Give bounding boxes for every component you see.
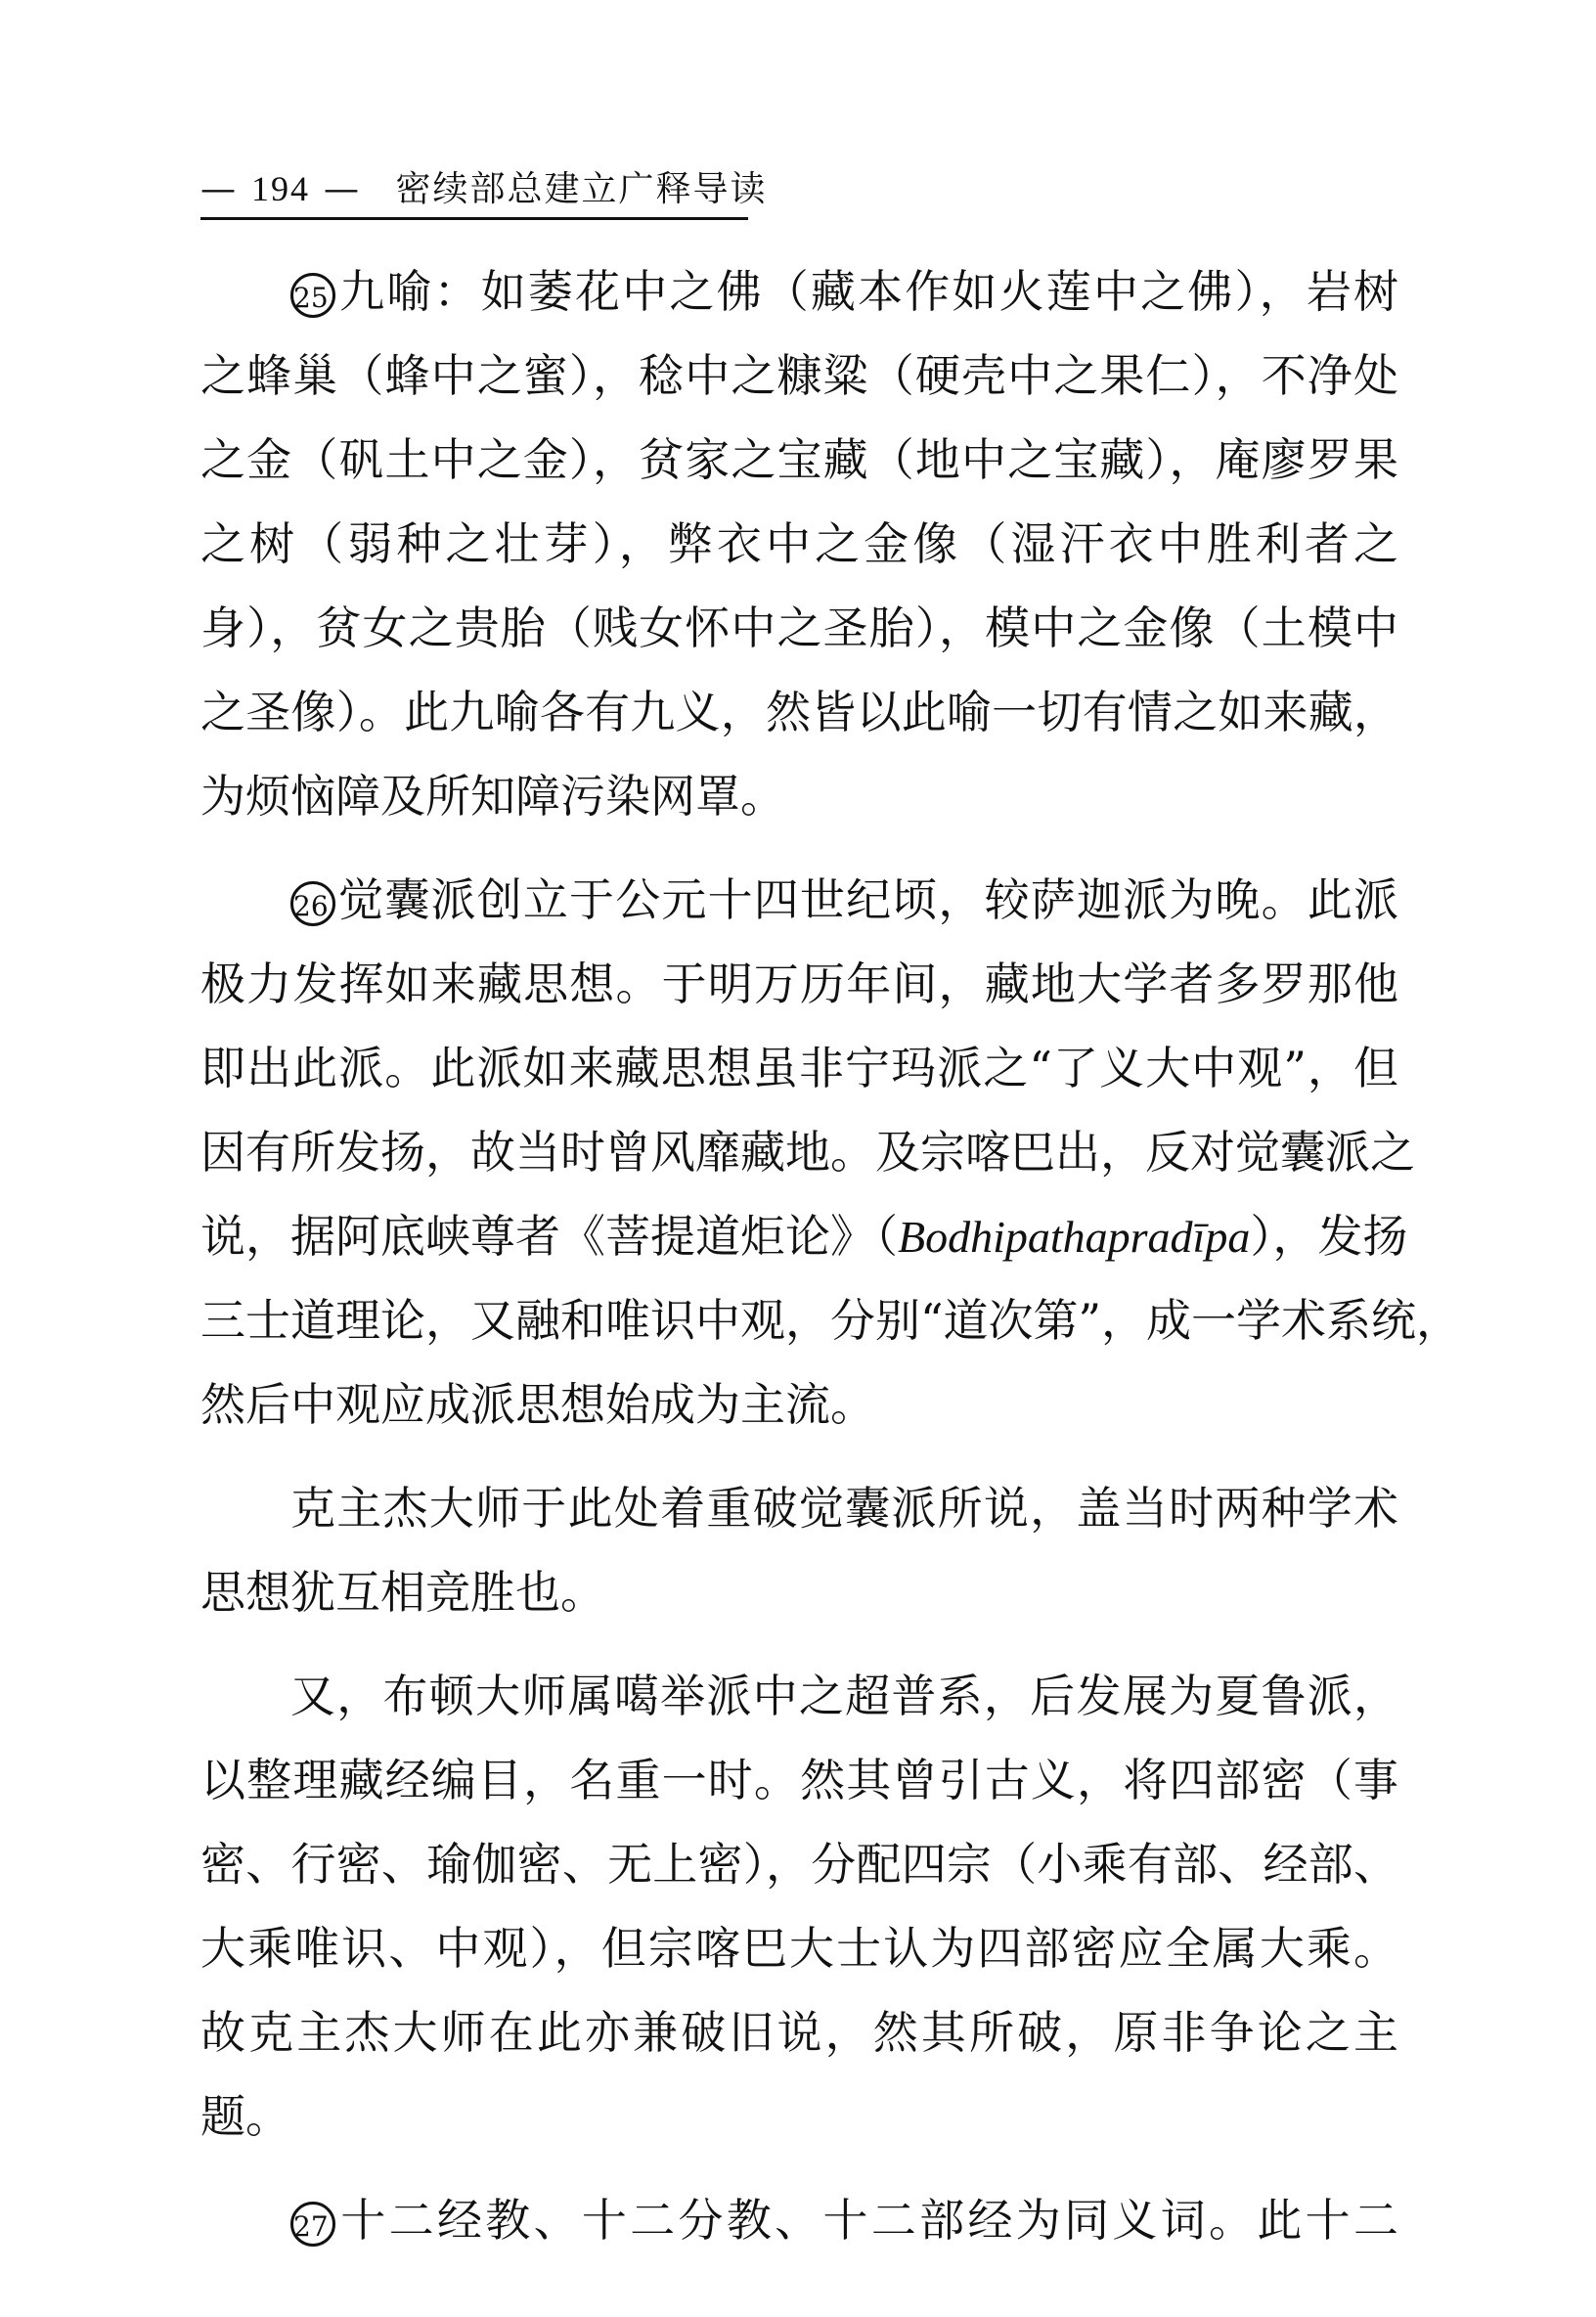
header-dash-right: — <box>324 169 361 209</box>
para-2-line-1: 又，布顿大师属噶举派中之超普系，后发展为夏鲁派， <box>290 1670 1398 1722</box>
note-26-line-7: 然后中观应成派思想始成为主流。 <box>200 1378 875 1431</box>
note-25-line-4: 之树（弱种之壮芽），弊衣中之金像（湿汗衣中胜利者之 <box>200 517 1398 570</box>
note-25-line-1: 25 九喻：如萎花中之佛（藏本作如火莲中之佛），岩树 <box>200 249 1398 334</box>
note-26-line-1: 26 觉囊派创立于公元十四世纪顷，较萨迦派为晚。此派 <box>200 858 1398 942</box>
header-dash-left: — <box>200 169 238 209</box>
note-26-line-3: 即出此派。此派如来藏思想虽非宁玛派之“了义大中观”，但 <box>200 1042 1398 1094</box>
note-25-line-5: 身），贫女之贵胎（贱女怀中之圣胎），模中之金像（土模中 <box>200 602 1398 654</box>
note-26-line-6: 三士道理论，又融和唯识中观，分别“道次第”，成一学术系统， <box>200 1294 1462 1347</box>
para-2-line-2: 以整理藏经编目，名重一时。然其曾引古义，将四部密（事 <box>200 1754 1398 1806</box>
note-25-line-7: 为烦恼障及所知障污染网罩。 <box>200 770 785 823</box>
note-marker-27: 27 <box>290 2202 335 2247</box>
para-1-line-2: 思想犹互相竞胜也。 <box>200 1566 605 1619</box>
note-26-line-4: 因有所发扬，故当时曾风靡藏地。及宗喀巴出，反对觉囊派之 <box>200 1126 1415 1179</box>
note-27-line-1: 27 十二经教、十二分教、十二部经为同义词。此十二 <box>200 2178 1398 2262</box>
note-25-line-6: 之圣像）。此九喻各有九义，然皆以此喻一切有情之如来藏， <box>200 686 1398 738</box>
para-2-line-5: 故克主杰大师在此亦兼破旧说，然其所破，原非争论之主 <box>200 2006 1398 2059</box>
note-marker-26: 26 <box>290 881 335 926</box>
note-marker-25: 25 <box>290 273 335 318</box>
latin-term: Bodhipathapradīpa <box>898 1212 1251 1262</box>
running-head <box>200 161 768 220</box>
note-26-line-2: 极力发挥如来藏思想。于明万历年间，藏地大学者多罗那他 <box>200 958 1398 1010</box>
note-26-line-5: 说，据阿底峡尊者《菩提道炬论》（Bodhipathapradīpa），发扬 <box>200 1210 1408 1263</box>
note-25-line-2: 之蜂巢（蜂中之蜜），稔中之糠粱（硬壳中之果仁），不净处 <box>200 349 1398 402</box>
para-2-line-4: 大乘唯识、中观），但宗喀巴大士认为四部密应全属大乘。 <box>200 1922 1398 1975</box>
para-1-line-1: 克主杰大师于此处着重破觉囊派所说，盖当时两种学术 <box>290 1482 1398 1535</box>
note-25-line-3: 之金（矾土中之金），贫家之宝藏（地中之宝藏），庵廖罗果 <box>200 433 1398 486</box>
book-title: 密续部总建立广释导读 <box>395 169 768 209</box>
page-number: 194 <box>251 169 310 208</box>
para-2-line-3: 密、行密、瑜伽密、无上密），分配四宗（小乘有部、经部、 <box>200 1838 1398 1891</box>
para-2-line-6: 题。 <box>200 2090 290 2143</box>
body-text <box>200 249 1462 2262</box>
